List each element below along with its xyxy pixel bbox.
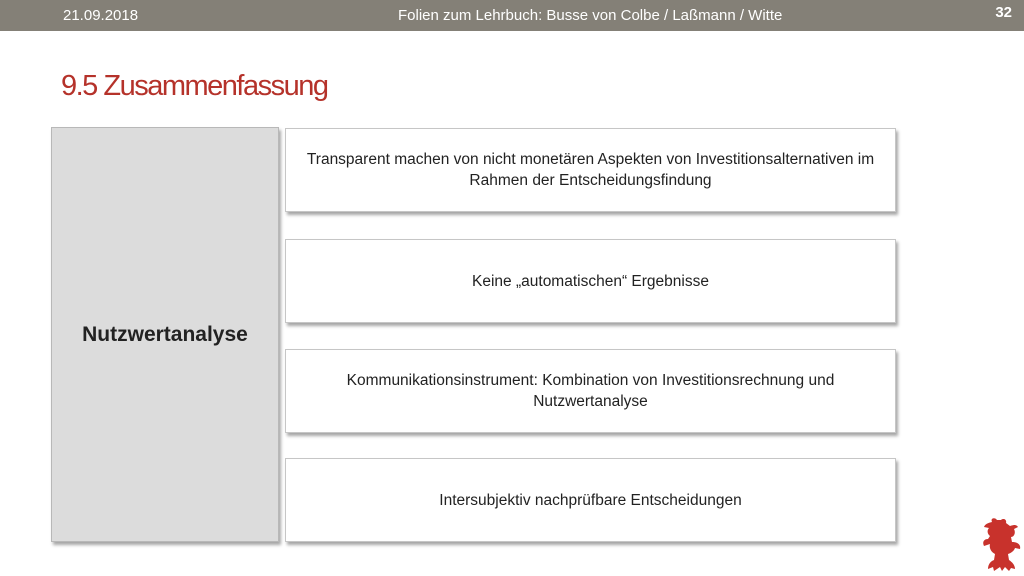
summary-item	[285, 458, 896, 542]
summary-item-text: Keine „automatischen“ Ergebnisse	[472, 272, 709, 290]
header-title: Folien zum Lehrbuch: Busse von Colbe / Laßmann / Witte	[398, 7, 783, 24]
summary-item	[285, 128, 896, 212]
slide-title: 9.5 Zusammenfassung	[61, 70, 328, 102]
summary-item	[285, 349, 896, 433]
summary-item	[285, 239, 896, 323]
summary-item-text: Kommunikationsinstrument: Kombination von Investitionsrechnung und Nutzwertanalyse	[346, 372, 835, 410]
summary-item-text: Transparent machen von nicht monetären Aspekten von Investitionsalternativen im Rahmen der Entscheidungsfindung	[306, 151, 875, 189]
topic-label: Nutzwertanalyse	[82, 322, 248, 346]
header-date: 21.09.2018	[63, 7, 139, 24]
header-bar	[0, 0, 1024, 31]
summary-item-text: Intersubjektiv nachprüfbare Entscheidungen	[439, 491, 742, 509]
berlin-bear-icon	[978, 516, 1024, 576]
page-number: 32	[995, 4, 1012, 21]
topic-box	[51, 127, 279, 542]
